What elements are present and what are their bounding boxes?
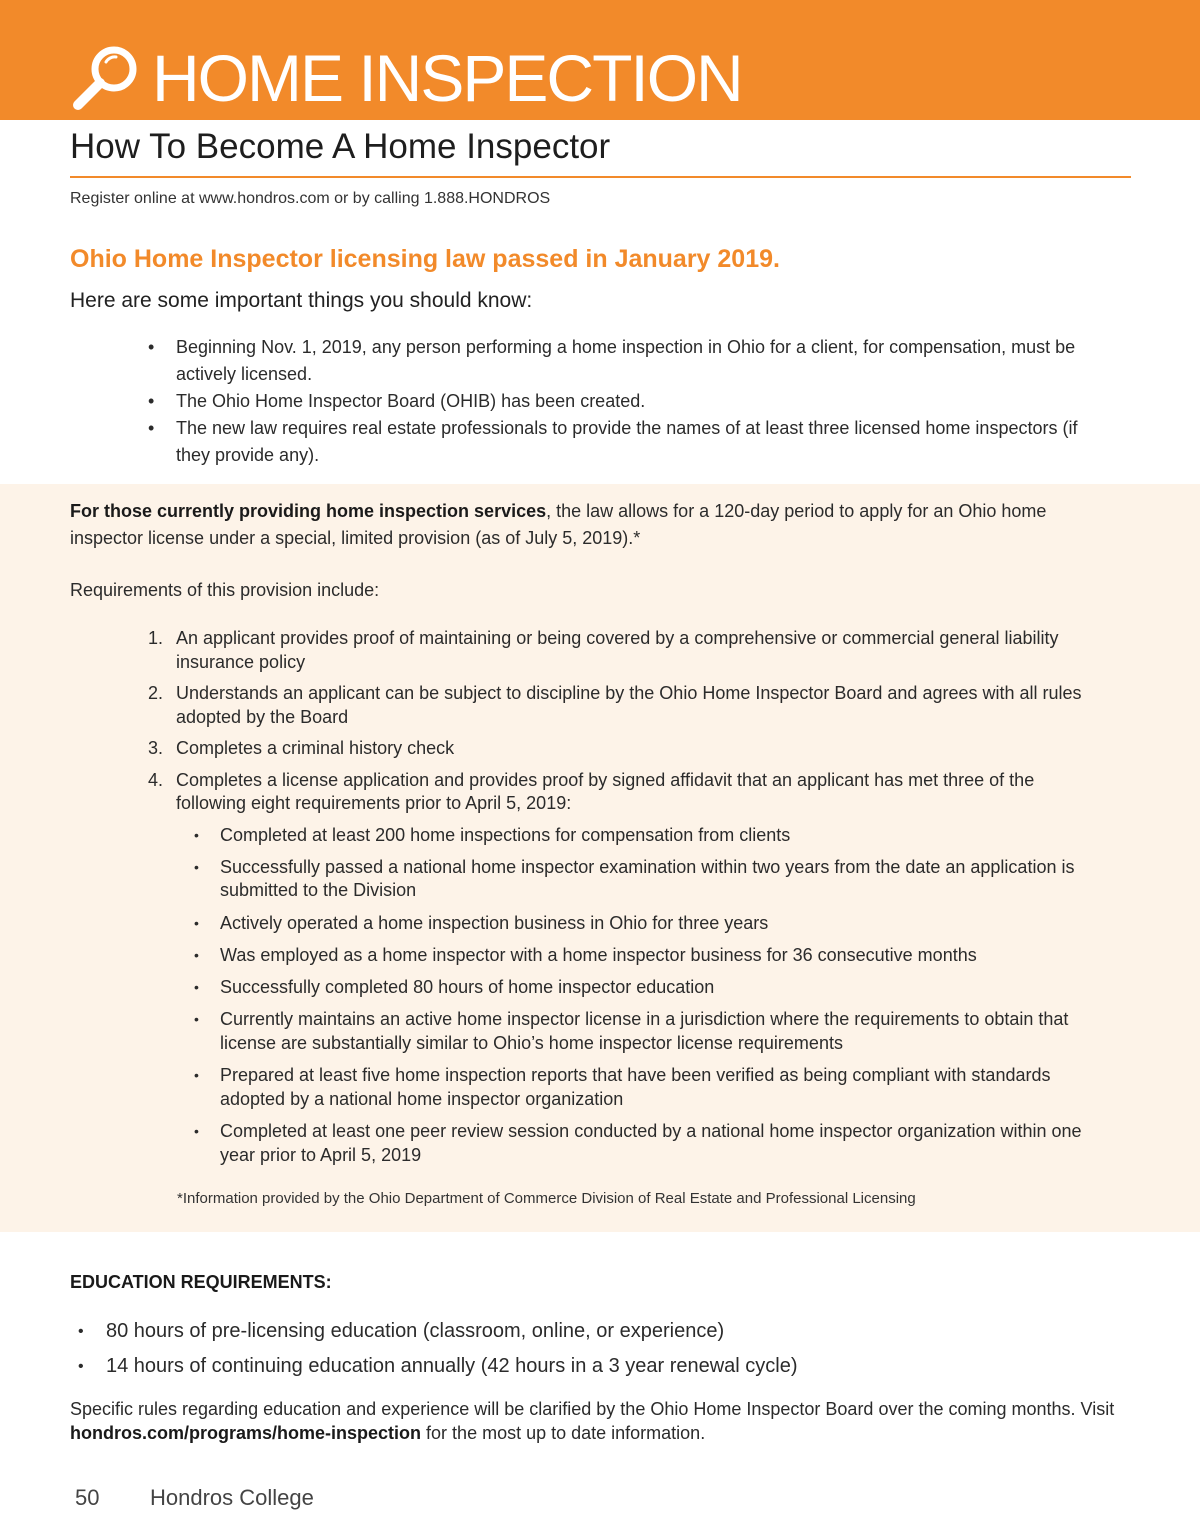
requirement-number: 3. [148, 738, 164, 758]
sub-requirement-item: • Completed at least 200 home inspections for compensation from clients [176, 824, 1108, 848]
list-item: • 80 hours of pre-licensing education (classroom, online, or experience) [78, 1318, 1078, 1345]
intro-text: Here are some important things you should know: [70, 289, 533, 312]
requirement-text: Understands an applicant can be subject to discipline by the Ohio Home Inspector Board and agrees with all rules adopted by the Board [176, 683, 1082, 727]
know-list [148, 334, 1108, 469]
sub-requirement-item: • Actively operated a home inspection business in Ohio for three years [176, 912, 1108, 936]
requirement-item [148, 769, 1108, 1168]
page-title: HOME INSPECTION [152, 41, 742, 115]
list-item: • Beginning Nov. 1, 2019, any person performing a home inspection in Ohio for a client, for compensation, must be actively licensed. [148, 334, 1108, 388]
sub-requirement-item: • Prepared at least five home inspection reports that have been verified as being compliant with standards adopted by a national home inspector organization [176, 1064, 1108, 1111]
requirement-item [148, 682, 1108, 729]
provision-lead: For those currently providing home inspection services [70, 501, 547, 521]
requirement-number: 2. [148, 683, 164, 703]
requirement-text: An applicant provides proof of maintaining or being covered by a comprehensive or commercial general liability insurance policy [176, 628, 1059, 672]
page-subtitle: How To Become A Home Inspector [70, 127, 611, 166]
sub-requirements-list [176, 824, 1108, 1168]
provision-paragraph [70, 498, 1120, 552]
requirements-list [148, 627, 1108, 1176]
closing-text: Specific rules regarding education and experience will be clarified by the Ohio Home Inspector Board over the coming months. Visit [70, 1399, 1115, 1419]
footnote: *Information provided by the Ohio Department of Commerce Division of Real Estate and Professional Licensing [177, 1190, 916, 1207]
list-item: • 14 hours of continuing education annually (42 hours in a 3 year renewal cycle) [78, 1353, 1078, 1380]
requirement-number: 4. [148, 769, 164, 790]
sub-requirement-item: • Successfully completed 80 hours of home inspector education [176, 976, 1108, 1000]
sub-requirement-item: • Currently maintains an active home inspector license in a jurisdiction where the requirements to obtain that license are substantially similar to Ohio’s home inspector license requirements [176, 1008, 1108, 1055]
headline: Ohio Home Inspector licensing law passed in January 2019. [70, 245, 780, 273]
requirement-text: Completes a criminal history check [176, 738, 455, 758]
page-number: 50 [75, 1485, 100, 1510]
list-item: • The new law requires real estate professionals to provide the names of at least three licensed home inspectors (if they provide any). [148, 415, 1108, 469]
education-list [78, 1318, 1078, 1388]
magnifier-icon [70, 42, 142, 114]
requirement-text: Completes a license application and provides proof by signed affidavit that an applicant has met three of the following eight requirements prior to April 5, 2019: [176, 769, 1035, 813]
requirements-label: Requirements of this provision include: [70, 580, 380, 600]
sub-requirement-item: • Completed at least one peer review session conducted by a national home inspector organization within one year prior to April 5, 2019 [176, 1120, 1108, 1167]
sub-requirement-item: • Was employed as a home inspector with a home inspector business for 36 consecutive months [176, 944, 1108, 968]
register-info: Register online at www.hondros.com or by calling 1.888.HONDROS [70, 190, 551, 207]
requirement-number: 1. [148, 628, 164, 648]
sub-requirement-item: • Successfully passed a national home inspector examination within two years from the date an application is submitted to the Division [176, 856, 1108, 903]
footer-brand: Hondros College [150, 1485, 314, 1510]
closing-paragraph [70, 1397, 1130, 1445]
program-link[interactable]: hondros.com/programs/home-inspection [70, 1423, 422, 1443]
list-item: • The Ohio Home Inspector Board (OHIB) has been created. [148, 388, 1108, 415]
education-title: EDUCATION REQUIREMENTS: [70, 1272, 332, 1292]
divider [70, 176, 1131, 178]
header-banner [0, 0, 1200, 120]
requirement-item [148, 737, 1108, 761]
provision-panel [0, 484, 1200, 1232]
provision-lead-rest: , the law allows for a 120-day period to apply for an Ohio home inspector license under a special, limited provision (as of July 5, 2019).* [70, 501, 1047, 548]
closing-text-end: for the most up to date information. [421, 1423, 706, 1443]
requirement-item [148, 627, 1108, 674]
